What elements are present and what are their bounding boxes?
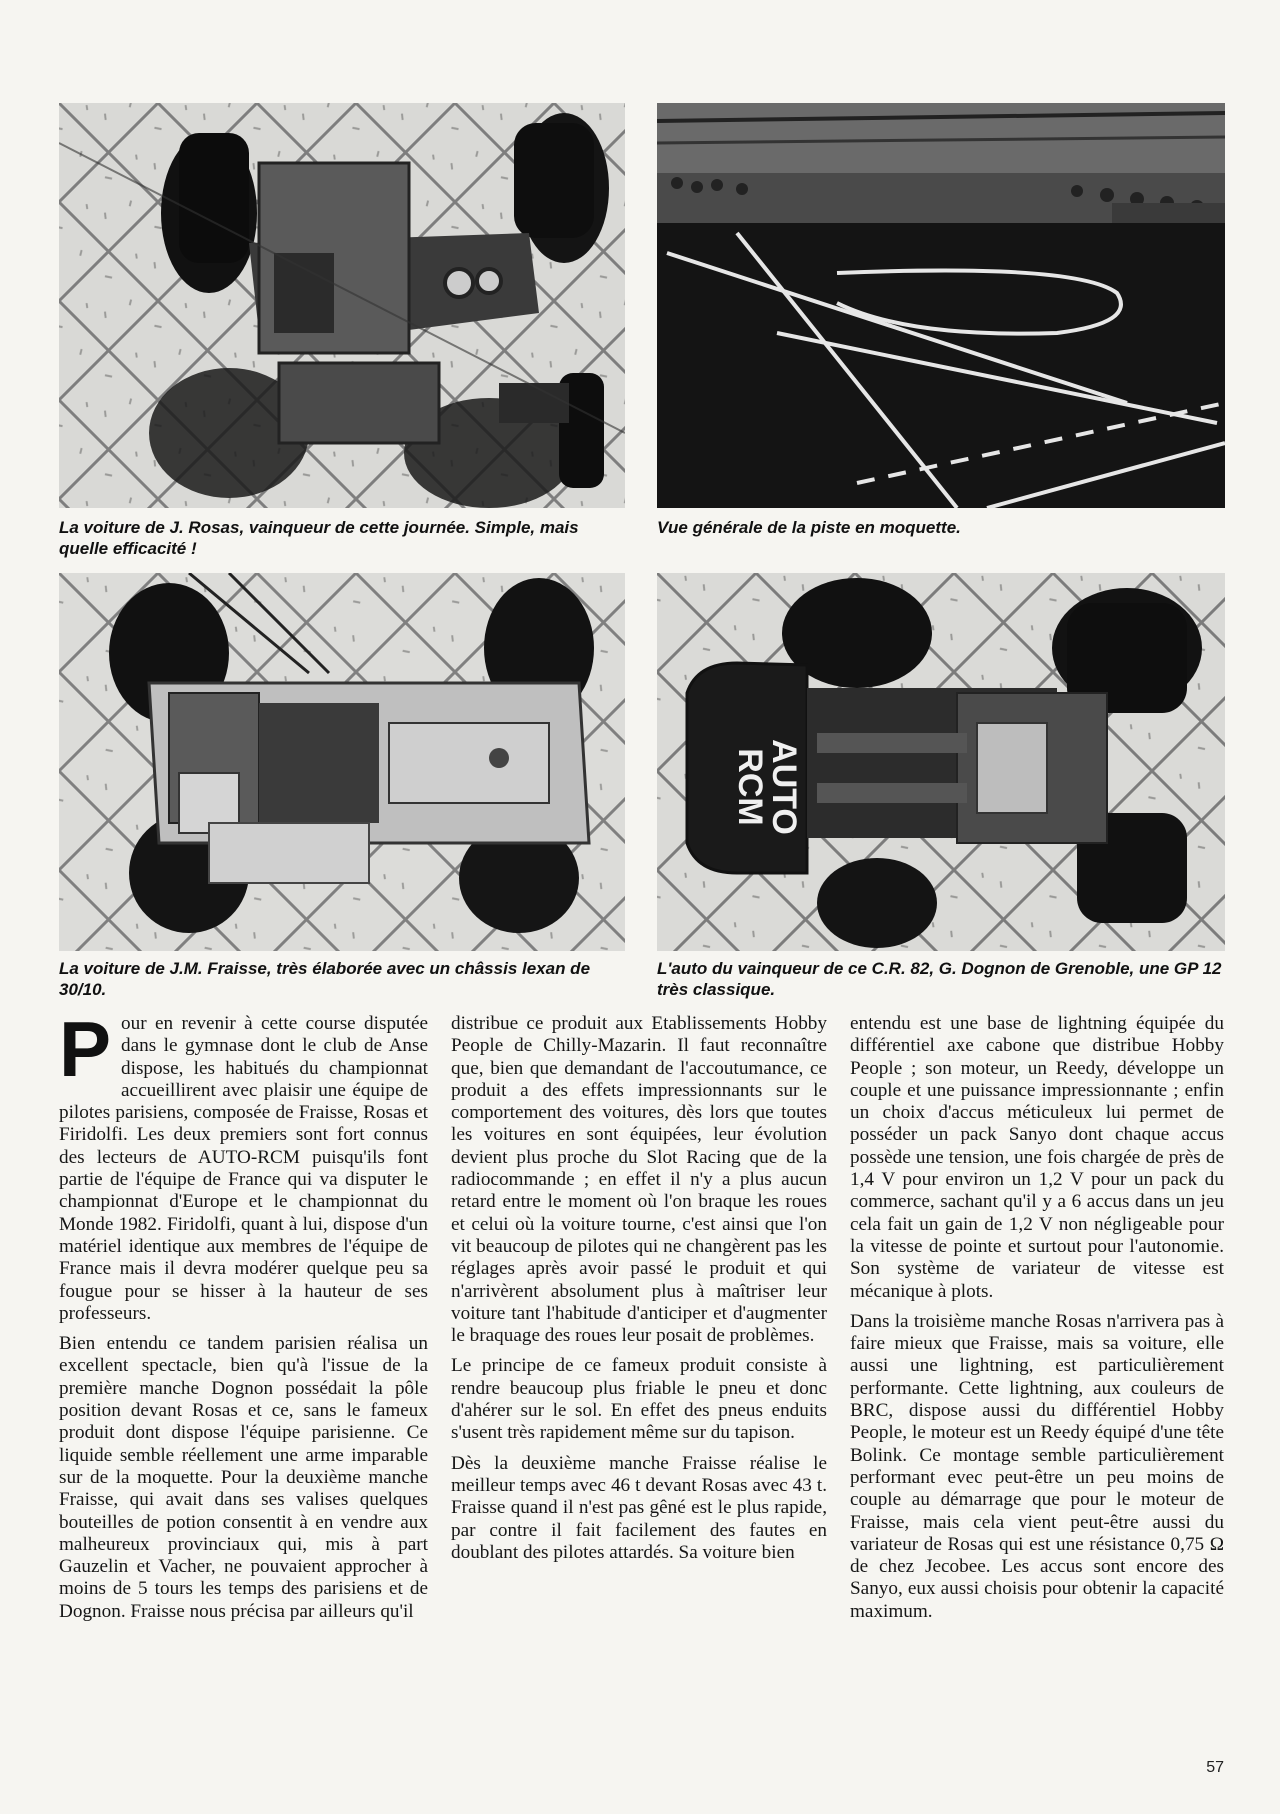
article-column-3 <box>850 1013 1224 1623</box>
caption-photo-rosas: La voiture de J. Rosas, vainqueur de cette journée. Simple, mais quelle efficacité ! <box>59 518 579 558</box>
car-body-lettering: AUTO RCM <box>731 739 803 835</box>
article-paragraph-3: distribue ce produit aux Etablissements Hobby People de Chilly-Mazarin. Il faut reconnaître que, bien que demandant de l'accoutumance, ce produit a des effets impressionnants sur le comportement des voitures, dès lors que toutes les voitures en sont équipées, leur évolution devient plus proche du Slot Racing que de la radiocommande ; en effet il n'y a plus aucun retard entre le moment où l'on braque les roues et celui où la voiture tourne, c'est ainsi que l'on vit beaucoup de pilotes qui ne changèrent pas les réglages après avoir passé le produit et qui n'arrivèrent absolument plus à maîtriser leur voiture tant l'habitude d'anticiper et d'augmenter le braquage des roues leur posait de problèmes. <box>451 1013 827 1347</box>
article-column-1 <box>59 1005 428 1623</box>
article-paragraph-5: Dès la deuxième manche Fraisse réalise le meilleur temps avec 46 t devant Rosas avec 43 t. Fraisse quand il n'est pas gêné est le plus rapide, par contre il fait facilement des fautes en doublant des pilotes attardés. Sa voiture bien <box>451 1452 827 1563</box>
article-paragraph-7: Dans la troisième manche Rosas n'arrivera pas à faire mieux que Fraisse, mais sa voiture, elle aussi une lightning, est particulièrement performante. Cette lightning, aux couleurs de BRC, dispose aussi du différentiel Hobby People, le moteur est un Reedy équipé d'une tête Bolink. Ce montage semble particulièrement performant evec peut-être un peu moins de couple au démarrage que pour le moteur de Fraisse, mais cela vient peut-être aussi du variateur de Rosas qui est une résistance 0,75 Ω de chez Jecobee. Les accus sont encore des Sanyo, eux aussi choisis pour obtenir la capacité maximum. <box>850 1310 1224 1622</box>
article-paragraph-6: entendu est une base de lightning équipée du différentiel axe cabone que distribue Hobby People ; son moteur, un Reedy, développe un couple et une puissance impressionnante ; enfin un choix d'accus méticuleux lui permet de posséder un pack Sanyo dont chaque accus possède une tension, une fois chargée de près de 1,4 V pour environ un 1,2 V pour un pack du commerce, sachant qu'il y a 6 accus dans un jeu cela fait un gain de 1,2 V non négligeable pour la vitesse de pointe et surtout pour l'autonomie. Son système de variateur de vitesse est mécanique à plots. <box>850 1013 1224 1302</box>
photo-track-overview <box>657 103 1225 508</box>
article-paragraph-2: Bien entendu ce tandem parisien réalisa un excellent spectacle, bien qu'à l'issue de la première manche Dognon possédait la pôle position devant Rosas et ce, sans le fameux produit dont dispose l'équipe parisienne. Ce liquide semble réellement une arme imparable sur de la moquette. Pour la deuxième manche Fraisse, qui avait dans ses valises quelques bouteilles de potion consentit à en vendre aux malheureux provinciaux qui, mis à part Gauzelin et Vacher, ne pouvaient approcher à moins de 5 tours les temps des parisiens et de Dognon. Fraisse nous précisa par ailleurs qu'il <box>59 1333 428 1622</box>
photo-rosas-car <box>59 103 625 508</box>
photo-fraisse-car <box>59 573 625 951</box>
article-paragraph-4: Le principe de ce fameux produit consiste à rendre beaucoup plus friable le pneu et donc d'ahérer sur le sol. En effet des pneus enduits s'usent très rapidement même sur du tapison. <box>451 1355 827 1444</box>
caption-photo-fraisse: La voiture de J.M. Fraisse, très élaborée avec un châssis lexan de 30/10. <box>59 959 591 999</box>
article-paragraph-1: Pour en revenir à cette course disputée dans le gymnase dont le club de Anse dispose, les habitués du championnat accueillirent avec plaisir une équipe de pilotes parisiens, composée de Fraisse, Rosas et Firidolfi. Les deux premiers sont fort connus des lecteurs de AUTO-RCM puisqu'ils font partie de l'équipe de France qui va disputer le championnat d'Europe et le championnat du Monde 1982. Firidolfi, quant à lui, dispose d'un matériel identique aux membres de l'équipe de France mais il devra modérer quelque peu sa fougue pour se hisser à la hauteur de ses professeurs. <box>59 1005 428 1324</box>
caption-photo-dognon: L'auto du vainqueur de ce C.R. 82, G. Dognon de Grenoble, une GP 12 très classique. <box>657 959 1222 999</box>
article-column-2 <box>451 1013 827 1564</box>
page-number: 57 <box>1206 1759 1224 1776</box>
photo-dognon-car <box>657 573 1225 951</box>
caption-photo-track: Vue générale de la piste en moquette. <box>657 518 961 537</box>
drop-cap: P <box>59 1005 112 1093</box>
